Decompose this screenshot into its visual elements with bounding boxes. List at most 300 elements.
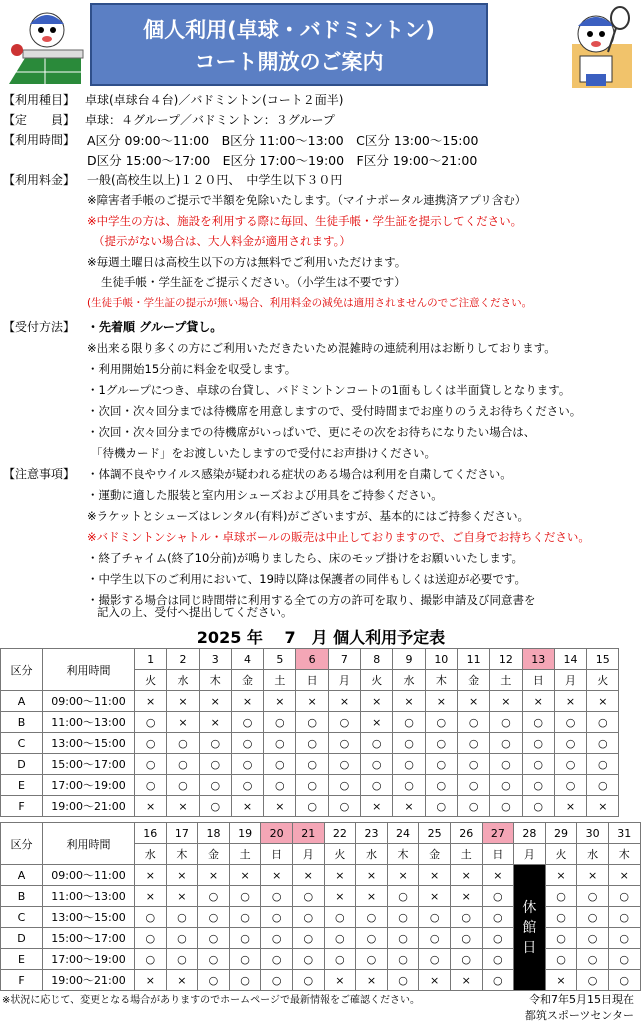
availability-cell: ○ <box>328 712 360 733</box>
availability-cell: × <box>545 865 577 886</box>
availability-cell: × <box>135 970 167 991</box>
availability-cell: ○ <box>387 928 419 949</box>
reception-line: 「待機カード」をお渡しいたしますので受付にお声掛けください。 <box>91 446 436 460</box>
weekday-header: 火 <box>545 844 577 865</box>
availability-cell: ○ <box>554 775 586 796</box>
capacity-value: 卓球：４グループ／バドミントン：３グループ <box>85 113 335 127</box>
availability-cell: ○ <box>296 775 328 796</box>
title-line-1: 個人利用(卓球・バドミントン) <box>143 18 435 42</box>
weekday-header: 火 <box>361 670 393 691</box>
availability-cell: ○ <box>608 928 640 949</box>
weekday-header: 日 <box>482 844 514 865</box>
slot-code: B <box>1 712 43 733</box>
availability-cell: ○ <box>554 712 586 733</box>
slot-time: 09:00～11:00 <box>43 865 135 886</box>
availability-cell: ○ <box>264 712 296 733</box>
availability-cell: ○ <box>231 754 263 775</box>
notes-line: 記入の上、受付へ提出してください。 <box>97 605 293 619</box>
availability-cell: ○ <box>608 886 640 907</box>
availability-cell: ○ <box>545 928 577 949</box>
availability-cell: ○ <box>490 796 522 817</box>
availability-cell: ○ <box>135 949 167 970</box>
weekday-header: 金 <box>457 670 489 691</box>
availability-cell: ○ <box>554 733 586 754</box>
footer-note: ※状況に応じて、変更となる場合がありますのでホームページで最新情報をご確認ください。 <box>2 995 420 1006</box>
schedule-title: 2025 年 7 月 個人利用予定表 <box>196 628 446 647</box>
availability-cell: × <box>387 865 419 886</box>
fee-line: (生徒手帳・学生証の提示が無い場合、利用料金の減免は適用されませんのでご注意ください。 <box>87 297 533 309</box>
date-header: 19 <box>229 823 261 844</box>
availability-cell: ○ <box>229 886 261 907</box>
availability-cell: ○ <box>296 754 328 775</box>
availability-cell: × <box>135 886 167 907</box>
availability-cell: ○ <box>198 907 230 928</box>
availability-cell: × <box>264 796 296 817</box>
badminton-mascot-image <box>556 4 638 90</box>
availability-cell: ○ <box>261 970 293 991</box>
table-row <box>1 796 619 817</box>
availability-cell: ○ <box>135 928 167 949</box>
availability-cell: ○ <box>198 886 230 907</box>
weekday-header: 木 <box>387 844 419 865</box>
availability-cell: ○ <box>522 712 554 733</box>
weekday-header: 土 <box>264 670 296 691</box>
availability-cell: × <box>419 970 451 991</box>
usage-type-value: 卓球(卓球台４台)／バドミントン(コート２面半) <box>85 93 344 107</box>
reception-line: ・1グループにつき、卓球の台貸し、バドミントンコートの1面もしくは半面貸しとなります。 <box>87 383 571 397</box>
availability-cell: ○ <box>522 733 554 754</box>
availability-cell: ○ <box>231 712 263 733</box>
date-header: 11 <box>457 649 489 670</box>
availability-cell: ○ <box>296 712 328 733</box>
date-header: 15 <box>587 649 619 670</box>
availability-cell: ○ <box>328 796 360 817</box>
fee-line: 一般(高校生以上)１２０円、 中学生以下３０円 <box>87 173 343 187</box>
slot-time: 13:00～15:00 <box>43 733 135 754</box>
weekday-header: 土 <box>450 844 482 865</box>
availability-cell: × <box>545 970 577 991</box>
weekday-header: 金 <box>198 844 230 865</box>
notes-line: ・中学生以下のご利用において、19時以降は保護者の同伴もしくは送迎が必要です。 <box>87 572 526 586</box>
date-header: 26 <box>450 823 482 844</box>
availability-cell: ○ <box>393 754 425 775</box>
slot-code: C <box>1 907 43 928</box>
weekday-header: 木 <box>166 844 198 865</box>
date-header: 1 <box>135 649 167 670</box>
availability-cell: ○ <box>356 949 388 970</box>
availability-cell: ○ <box>387 970 419 991</box>
availability-cell: × <box>166 970 198 991</box>
availability-cell: ○ <box>393 733 425 754</box>
availability-cell: ○ <box>387 886 419 907</box>
availability-cell: ○ <box>229 970 261 991</box>
availability-cell: ○ <box>166 949 198 970</box>
date-header: 2 <box>167 649 199 670</box>
availability-cell: ○ <box>490 754 522 775</box>
fee-label: 【利用料金】 <box>3 173 76 187</box>
availability-cell: ○ <box>229 949 261 970</box>
availability-cell: ○ <box>608 907 640 928</box>
availability-cell: ○ <box>425 775 457 796</box>
availability-cell: ○ <box>198 928 230 949</box>
slot-time: 19:00～21:00 <box>43 796 135 817</box>
reception-label: 【受付方法】 <box>3 320 76 334</box>
availability-cell: ○ <box>264 775 296 796</box>
availability-cell: ○ <box>577 886 609 907</box>
slot-code: A <box>1 691 43 712</box>
availability-cell: ○ <box>393 775 425 796</box>
availability-cell: ○ <box>231 733 263 754</box>
date-header: 28 <box>514 823 546 844</box>
availability-cell: ○ <box>587 754 619 775</box>
availability-cell: ○ <box>554 754 586 775</box>
availability-cell: ○ <box>577 928 609 949</box>
closed-day-cell: 休 館 日 <box>514 865 546 991</box>
table-row <box>1 691 619 712</box>
footer-date: 令和7年5月15日現在 <box>529 993 634 1006</box>
availability-cell: × <box>324 886 356 907</box>
availability-cell: ○ <box>425 712 457 733</box>
availability-cell: ○ <box>425 796 457 817</box>
availability-cell: × <box>490 691 522 712</box>
availability-cell: × <box>167 796 199 817</box>
column-header-time: 利用時間 <box>43 649 135 691</box>
availability-cell: ○ <box>482 970 514 991</box>
availability-cell: ○ <box>482 907 514 928</box>
notes-line: ・体調不良やウイルス感染が疑われる症状のある場合は利用を自粛してください。 <box>87 467 512 481</box>
date-header: 7 <box>328 649 360 670</box>
availability-cell: × <box>231 796 263 817</box>
date-header: 30 <box>577 823 609 844</box>
availability-cell: ○ <box>545 886 577 907</box>
availability-cell: × <box>199 712 231 733</box>
notes-line: ・終了チャイム(終了10分前)が鳴りましたら、床のモップ掛けをお願いいたします。 <box>87 551 523 565</box>
availability-cell: × <box>457 691 489 712</box>
availability-cell: ○ <box>261 949 293 970</box>
date-header: 17 <box>166 823 198 844</box>
availability-cell: ○ <box>587 712 619 733</box>
date-header: 14 <box>554 649 586 670</box>
hours-label: 【利用時間】 <box>3 133 76 147</box>
availability-cell: ○ <box>198 949 230 970</box>
slot-code: D <box>1 754 43 775</box>
date-header: 27 <box>482 823 514 844</box>
availability-cell: ○ <box>482 928 514 949</box>
date-header: 29 <box>545 823 577 844</box>
slot-time: 15:00～17:00 <box>43 754 135 775</box>
availability-cell: ○ <box>522 775 554 796</box>
fee-line: （提示がない場合は、大人料金が適用されます。） <box>93 234 351 248</box>
availability-cell: × <box>198 865 230 886</box>
weekday-header: 木 <box>425 670 457 691</box>
slot-code: F <box>1 796 43 817</box>
table-tennis-mascot-image <box>5 6 85 86</box>
weekday-header: 水 <box>393 670 425 691</box>
availability-cell: ○ <box>324 907 356 928</box>
slot-time: 17:00～19:00 <box>43 775 135 796</box>
availability-cell: × <box>356 865 388 886</box>
availability-cell: × <box>554 796 586 817</box>
availability-cell: ○ <box>482 886 514 907</box>
availability-cell: ○ <box>387 907 419 928</box>
availability-cell: ○ <box>135 754 167 775</box>
availability-cell: × <box>231 691 263 712</box>
availability-cell: ○ <box>522 796 554 817</box>
availability-cell: ○ <box>356 928 388 949</box>
availability-cell: ○ <box>457 712 489 733</box>
availability-cell: × <box>296 691 328 712</box>
header <box>0 0 642 92</box>
availability-cell: ○ <box>577 907 609 928</box>
title-line-2: コート開放のご案内 <box>194 50 384 74</box>
weekday-header: 月 <box>514 844 546 865</box>
date-header: 3 <box>199 649 231 670</box>
availability-cell: × <box>450 970 482 991</box>
weekday-header: 月 <box>554 670 586 691</box>
availability-cell: ○ <box>328 775 360 796</box>
availability-cell: ○ <box>450 928 482 949</box>
availability-cell: × <box>328 691 360 712</box>
availability-cell: ○ <box>198 970 230 991</box>
availability-cell: ○ <box>522 754 554 775</box>
fee-line: 生徒手帳・学生証をご提示ください。（小学生は不要です） <box>101 275 406 289</box>
availability-cell: ○ <box>199 754 231 775</box>
table-row <box>1 733 619 754</box>
slot-code: E <box>1 775 43 796</box>
weekday-header: 水 <box>577 844 609 865</box>
weekday-header: 火 <box>587 670 619 691</box>
schedule-table-week-1 <box>0 648 619 817</box>
availability-cell: × <box>554 691 586 712</box>
reception-line: ※出来る限り多くの方にご利用いただきたいため混雑時の連続利用はお断りしております。 <box>87 341 556 355</box>
availability-cell: ○ <box>587 775 619 796</box>
notes-line: ※ラケットとシューズはレンタル(有料)がございますが、基本的にはご持参ください。 <box>87 509 529 523</box>
availability-cell: ○ <box>361 733 393 754</box>
availability-cell: ○ <box>457 796 489 817</box>
availability-cell: ○ <box>135 733 167 754</box>
weekday-header: 火 <box>324 844 356 865</box>
availability-cell: ○ <box>292 886 324 907</box>
availability-cell: ○ <box>229 907 261 928</box>
availability-cell: × <box>264 691 296 712</box>
weekday-header: 月 <box>328 670 360 691</box>
fee-line: ※障害者手帳のご提示で半額を免除いたします。（マイナポータル連携済アプリ含む） <box>87 193 527 207</box>
table-row <box>1 712 619 733</box>
availability-cell: ○ <box>229 928 261 949</box>
availability-cell: ○ <box>356 907 388 928</box>
availability-cell: ○ <box>199 733 231 754</box>
availability-cell: ○ <box>450 907 482 928</box>
availability-cell: ○ <box>261 907 293 928</box>
date-header: 5 <box>264 649 296 670</box>
date-header: 12 <box>490 649 522 670</box>
date-header: 10 <box>425 649 457 670</box>
availability-cell: ○ <box>450 949 482 970</box>
slot-time: 17:00～19:00 <box>43 949 135 970</box>
availability-cell: ○ <box>425 733 457 754</box>
weekday-header: 金 <box>231 670 263 691</box>
availability-cell: ○ <box>419 928 451 949</box>
date-header: 4 <box>231 649 263 670</box>
availability-cell: ○ <box>135 712 167 733</box>
availability-cell: ○ <box>292 970 324 991</box>
date-header: 13 <box>522 649 554 670</box>
date-header: 9 <box>393 649 425 670</box>
availability-cell: ○ <box>231 775 263 796</box>
availability-cell: × <box>587 691 619 712</box>
availability-cell: × <box>608 865 640 886</box>
column-header-time: 利用時間 <box>43 823 135 865</box>
availability-cell: ○ <box>545 949 577 970</box>
availability-cell: ○ <box>166 907 198 928</box>
availability-cell: ○ <box>199 775 231 796</box>
availability-cell: × <box>324 865 356 886</box>
weekday-header: 木 <box>199 670 231 691</box>
weekday-header: 月 <box>292 844 324 865</box>
slot-time: 15:00～17:00 <box>43 928 135 949</box>
availability-cell: × <box>450 886 482 907</box>
availability-cell: × <box>522 691 554 712</box>
availability-cell: ○ <box>490 733 522 754</box>
date-header: 23 <box>356 823 388 844</box>
availability-cell: × <box>324 970 356 991</box>
availability-cell: × <box>356 886 388 907</box>
reception-line: ・先着順 グループ貸し。 <box>87 320 223 334</box>
table-row <box>1 754 619 775</box>
availability-cell: ○ <box>296 796 328 817</box>
availability-cell: ○ <box>328 733 360 754</box>
availability-cell: ○ <box>577 970 609 991</box>
availability-cell: × <box>229 865 261 886</box>
page-title <box>90 3 488 86</box>
availability-cell: × <box>166 865 198 886</box>
date-header: 6 <box>296 649 328 670</box>
availability-cell: × <box>425 691 457 712</box>
slot-time: 13:00～15:00 <box>43 907 135 928</box>
date-header: 20 <box>261 823 293 844</box>
availability-cell: ○ <box>167 775 199 796</box>
availability-cell: ○ <box>167 754 199 775</box>
availability-cell: ○ <box>577 949 609 970</box>
availability-cell: ○ <box>199 796 231 817</box>
date-header: 16 <box>135 823 167 844</box>
date-header: 22 <box>324 823 356 844</box>
availability-cell: ○ <box>387 949 419 970</box>
notes-line: ※バドミントンシャトル・卓球ボールの販売は中止しておりますので、ご自身でお持ちください。 <box>87 530 590 544</box>
availability-cell: ○ <box>490 712 522 733</box>
availability-cell: × <box>361 691 393 712</box>
footer-org: 都筑スポーツセンター <box>524 1009 634 1022</box>
availability-cell: × <box>166 886 198 907</box>
availability-cell: × <box>135 865 167 886</box>
weekday-header: 土 <box>229 844 261 865</box>
date-header: 24 <box>387 823 419 844</box>
slot-code: A <box>1 865 43 886</box>
availability-cell: × <box>450 865 482 886</box>
weekday-header: 水 <box>356 844 388 865</box>
slot-code: C <box>1 733 43 754</box>
availability-cell: ○ <box>361 754 393 775</box>
availability-cell: ○ <box>261 928 293 949</box>
availability-cell: ○ <box>608 970 640 991</box>
date-header: 18 <box>198 823 230 844</box>
hours-line-1: A区分 09:00～11:00 B区分 11:00～13:00 C区分 13:00～15:00 <box>87 133 479 148</box>
availability-cell: × <box>361 712 393 733</box>
availability-cell: ○ <box>264 733 296 754</box>
availability-cell: × <box>587 796 619 817</box>
weekday-header: 水 <box>135 844 167 865</box>
availability-cell: × <box>419 865 451 886</box>
reception-line: ・次回・次々回分までは待機席を用意しますので、受付時間までお座りのうえお待ちください。 <box>87 404 582 418</box>
availability-cell: ○ <box>587 733 619 754</box>
availability-cell: ○ <box>292 949 324 970</box>
availability-cell: × <box>135 691 167 712</box>
availability-cell: × <box>393 691 425 712</box>
availability-cell: ○ <box>135 775 167 796</box>
availability-cell: ○ <box>457 733 489 754</box>
availability-cell: × <box>167 712 199 733</box>
availability-cell: × <box>356 970 388 991</box>
availability-cell: ○ <box>490 775 522 796</box>
availability-cell: ○ <box>425 754 457 775</box>
availability-cell: × <box>482 865 514 886</box>
date-header: 8 <box>361 649 393 670</box>
capacity-label: 【定 員】 <box>3 113 76 127</box>
availability-cell: ○ <box>324 928 356 949</box>
date-header: 25 <box>419 823 451 844</box>
hours-line-2: D区分 15:00～17:00 E区分 17:00～19:00 F区分 19:00～21:00 <box>87 153 478 168</box>
column-header-kubun: 区分 <box>1 649 43 691</box>
availability-cell: × <box>199 691 231 712</box>
weekday-header: 木 <box>608 844 640 865</box>
availability-cell: ○ <box>361 775 393 796</box>
availability-cell: ○ <box>393 712 425 733</box>
availability-cell: ○ <box>457 754 489 775</box>
availability-cell: ○ <box>328 754 360 775</box>
weekday-header: 日 <box>522 670 554 691</box>
slot-code: E <box>1 949 43 970</box>
availability-cell: ○ <box>419 949 451 970</box>
date-header: 21 <box>292 823 324 844</box>
availability-cell: ○ <box>457 775 489 796</box>
column-header-kubun: 区分 <box>1 823 43 865</box>
reception-line: ・利用開始15分前に料金を収受します。 <box>87 362 297 376</box>
slot-code: B <box>1 886 43 907</box>
availability-cell: ○ <box>324 949 356 970</box>
availability-cell: × <box>292 865 324 886</box>
availability-cell: ○ <box>264 754 296 775</box>
date-header: 31 <box>608 823 640 844</box>
availability-cell: ○ <box>608 949 640 970</box>
availability-cell: ○ <box>292 907 324 928</box>
usage-type-label: 【利用種目】 <box>3 93 76 107</box>
slot-time: 09:00～11:00 <box>43 691 135 712</box>
slot-code: F <box>1 970 43 991</box>
availability-cell: ○ <box>482 949 514 970</box>
notes-line: ・撮影する場合は同じ時間帯に利用する全ての方の許可を取り、撮影申請及び同意書を <box>87 593 536 607</box>
availability-cell: × <box>419 886 451 907</box>
availability-cell: ○ <box>296 733 328 754</box>
fee-line: ※毎週土曜日は高校生以下の方は無料でご利用いただけます。 <box>87 255 407 269</box>
weekday-header: 水 <box>167 670 199 691</box>
availability-cell: × <box>167 691 199 712</box>
availability-cell: ○ <box>135 907 167 928</box>
availability-cell: × <box>261 865 293 886</box>
slot-time: 11:00～13:00 <box>43 712 135 733</box>
availability-cell: × <box>577 865 609 886</box>
weekday-header: 金 <box>419 844 451 865</box>
reception-line: ・次回・次々回分までの待機席がいっぱいで、更にその次をお待ちになりたい場合は、 <box>87 425 536 439</box>
